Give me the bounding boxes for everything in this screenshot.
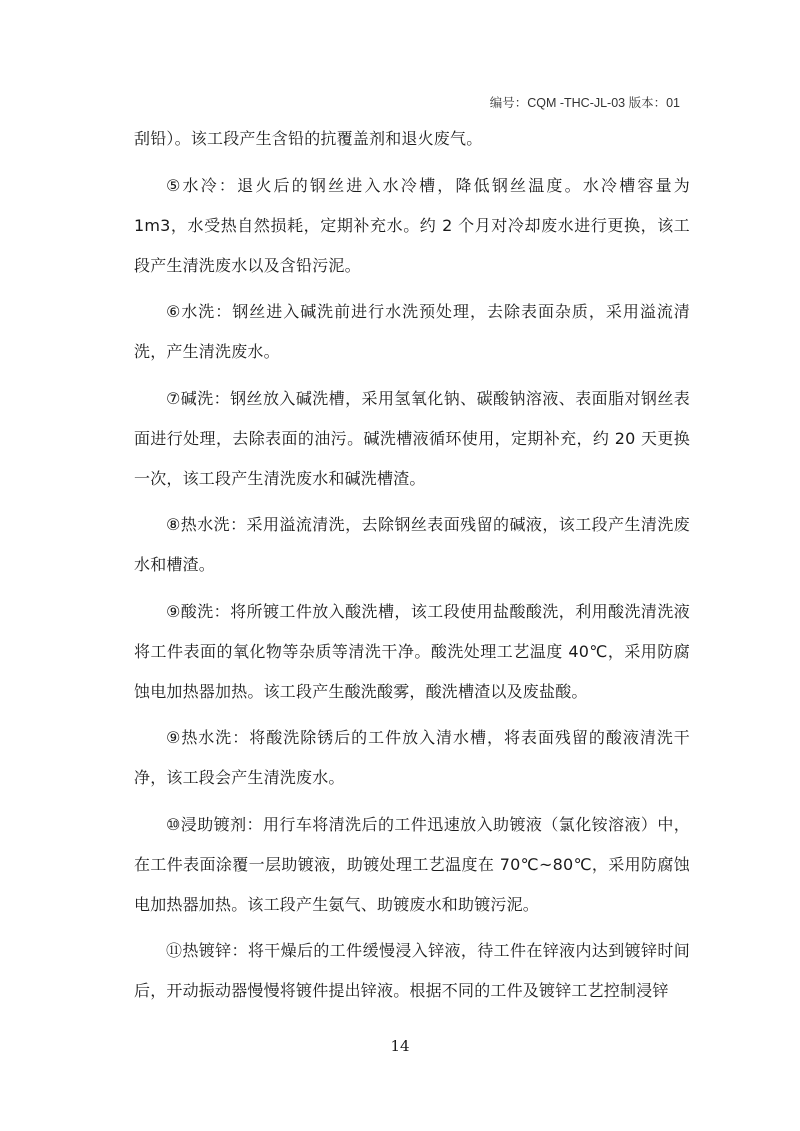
paragraph-hot-water-wash: ⑧热水洗：采用溢流清洗，去除钢丝表面残留的碱液，该工段产生清洗废水和槽渣。 <box>134 515 690 574</box>
document-header-info: 编号：CQM -THC-JL-03 版本：01 <box>489 96 680 110</box>
paragraph-water-wash: ⑥水洗：钢丝进入碱洗前进行水洗预处理，去除表面杂质，采用溢流清洗，产生清洗废水。 <box>134 302 690 361</box>
paragraph-hot-dip-galvanizing: ⑪热镀锌：将干燥后的工件缓慢浸入锌液，待工件在锌液内达到镀锌时间后，开动振动器慢慢将镀件提出锌液。根据不同的工件及镀锌工艺控制浸锌 <box>134 941 690 1000</box>
document-body <box>134 119 690 1018</box>
paragraph-water-cooling: ⑤水冷：退火后的钢丝进入水冷槽，降低钢丝温度。水冷槽容量为 1m3，水受热自然损耗，定期补充水。约 2 个月对冷却废水进行更换，该工段产生清洗废水以及含铅污泥。 <box>134 175 690 275</box>
page-number: 14 <box>390 1037 410 1055</box>
paragraph-acid-wash: ⑨酸洗：将所镀工件放入酸洗槽，该工段使用盐酸酸洗，利用酸洗清洗液将工件表面的氧化物等杂质等清洗干净。酸洗处理工艺温度 40℃，采用防腐蚀电加热器加热。该工段产生酸洗酸雾，酸洗槽渣以及废盐酸。 <box>134 601 690 701</box>
paragraph-hot-water-rinse: ⑨热水洗：将酸洗除锈后的工件放入清水槽，将表面残留的酸液清洗干净，该工段会产生清洗废水。 <box>134 728 690 787</box>
paragraph-continuation: 刮铅）。该工段产生含铅的抗覆盖剂和退火废气。 <box>134 129 483 148</box>
paragraph-alkali-wash: ⑦碱洗：钢丝放入碱洗槽，采用氢氧化钠、碳酸钠溶液、表面脂对钢丝表面进行处理，去除表面的油污。碱洗槽液循环使用，定期补充，约 20 天更换一次，该工段产生清洗废水和碱洗槽渣。 <box>134 388 690 488</box>
paragraph-flux-dip: ⑩浸助镀剂：用行车将清洗后的工件迅速放入助镀液（氯化铵溶液）中，在工件表面涂覆一层助镀液，助镀处理工艺温度在 70℃~80℃，采用防腐蚀电加热器加热。该工段产生氨气、助镀废水和助镀污泥。 <box>134 814 690 914</box>
